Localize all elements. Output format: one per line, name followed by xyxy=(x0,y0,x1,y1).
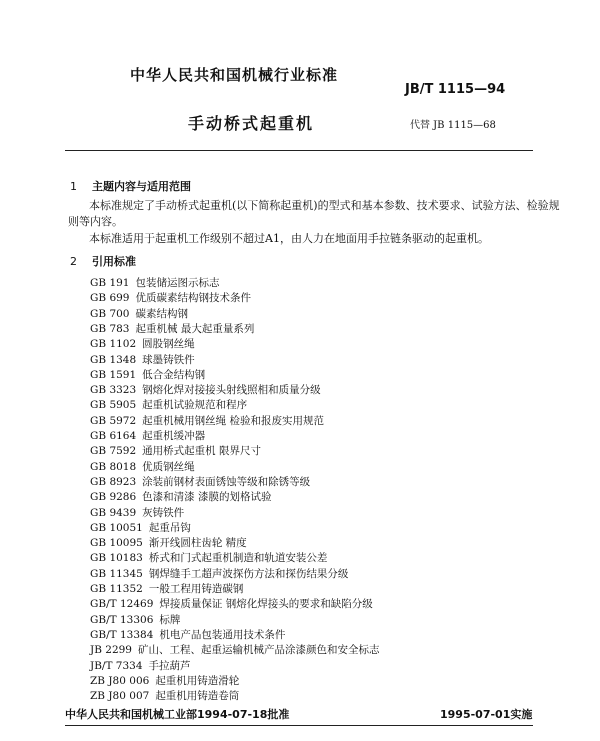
reference-code: GB 10051 xyxy=(90,521,143,534)
reference-title: 灰铸铁件 xyxy=(142,506,185,519)
reference-item xyxy=(90,566,348,581)
reference-item xyxy=(90,459,195,474)
reference-code: ZB J80 007 xyxy=(90,690,150,703)
reference-code: GB 700 xyxy=(90,307,130,320)
reference-item xyxy=(90,336,195,351)
reference-item xyxy=(90,275,219,290)
reference-title: 钢焊缝手工超声波探伤方法和探伤结果分级 xyxy=(148,567,349,580)
reference-item xyxy=(90,550,327,565)
reference-title: 起重机试验规范和程序 xyxy=(142,399,248,412)
reference-code: GB 6164 xyxy=(90,430,137,442)
reference-code: ZB J80 006 xyxy=(90,674,150,687)
reference-item xyxy=(90,535,247,550)
reference-item xyxy=(90,290,251,305)
reference-item xyxy=(90,443,261,458)
reference-title: 色漆和清漆 漆膜的划格试验 xyxy=(142,491,272,504)
reference-title: 矿山、工程、起重运输机械产品涂漆颜色和安全标志 xyxy=(138,644,380,657)
section-1-title: 主题内容与适用范围 xyxy=(92,180,191,193)
section-2-number: 2 xyxy=(70,255,77,268)
reference-item xyxy=(90,505,184,520)
page-title: 手动桥式起重机 xyxy=(188,114,315,133)
reference-title: 起重机械 最大起重量系列 xyxy=(135,322,255,335)
reference-title: 手拉葫芦 xyxy=(148,659,191,672)
section-1-para-1-line-2: 则等内容。 xyxy=(68,215,123,228)
reference-title: 起重机缓冲器 xyxy=(142,430,206,442)
reference-title: 通用桥式起重机 限界尺寸 xyxy=(142,445,262,458)
reference-title: 圆股钢丝绳 xyxy=(142,338,195,351)
reference-item xyxy=(90,673,239,688)
reference-title: 起重机用铸造卷筒 xyxy=(155,690,240,703)
reference-code: GB/T 12469 xyxy=(90,598,154,611)
reference-item xyxy=(90,489,272,504)
reference-title: 碳素结构钢 xyxy=(135,307,188,320)
issuer-heading: 中华人民共和国机械行业标准 xyxy=(130,66,339,84)
reference-item xyxy=(90,397,247,412)
section-2-title: 引用标准 xyxy=(92,255,136,268)
reference-code: GB 10095 xyxy=(90,537,143,550)
reference-title: 机电产品包装通用技术条件 xyxy=(159,628,286,641)
reference-code: GB 8018 xyxy=(90,460,137,473)
approval-line: 中华人民共和国机械工业部1994-07-18批准 xyxy=(65,708,290,721)
reference-title: 低合金结构钢 xyxy=(142,368,206,381)
reference-title: 起重机用铸造滑轮 xyxy=(155,674,240,687)
section-1-para-1-line-1: 本标准规定了手动桥式起重机(以下简称起重机)的型式和基本参数、技术要求、试验方法、检验规 xyxy=(89,199,560,212)
reference-item xyxy=(90,428,205,443)
reference-title: 桥式和门式起重机制造和轨道安装公差 xyxy=(148,552,328,565)
reference-code: GB 191 xyxy=(90,277,130,289)
reference-title: 起重机械用钢丝绳 检验和报废实用规范 xyxy=(142,414,325,427)
reference-code: GB 1102 xyxy=(90,338,137,351)
reference-code: GB 5905 xyxy=(90,399,137,412)
reference-code: GB 7592 xyxy=(90,445,137,458)
reference-item xyxy=(90,352,195,367)
section-2-heading xyxy=(70,253,136,269)
reference-code: GB 1348 xyxy=(90,353,137,366)
reference-item xyxy=(90,627,285,642)
section-1-heading xyxy=(70,178,191,194)
reference-title: 涂装前钢材表面锈蚀等级和除锈等级 xyxy=(142,475,311,488)
section-1-para-2: 本标准适用于起重机工作级别不超过A1，由人力在地面用手拉链条驱动的起重机。 xyxy=(89,232,489,245)
reference-code: GB 11345 xyxy=(90,567,143,580)
reference-code: JB 2299 xyxy=(90,644,132,657)
reference-code: GB 8923 xyxy=(90,475,137,488)
reference-item xyxy=(90,581,243,596)
reference-item xyxy=(90,367,205,382)
reference-title: 球墨铸铁件 xyxy=(142,353,195,366)
reference-item xyxy=(90,306,188,321)
section-1-number: 1 xyxy=(70,180,77,193)
reference-title: 优质钢丝绳 xyxy=(142,460,195,473)
reference-item xyxy=(90,413,324,428)
reference-code: GB 1591 xyxy=(90,368,137,381)
reference-code: GB 3323 xyxy=(90,384,137,397)
footer-divider xyxy=(65,725,533,726)
reference-title: 标牌 xyxy=(159,613,181,626)
replaces-note: 代替 JB 1115—68 xyxy=(410,120,496,131)
effective-date: 1995-07-01实施 xyxy=(440,708,533,721)
reference-title: 钢熔化焊对接接头射线照相和质量分级 xyxy=(142,384,321,397)
reference-title: 包装储运图示标志 xyxy=(135,277,220,289)
standard-number: JB/T 1115—94 xyxy=(405,82,506,97)
reference-title: 起重吊钩 xyxy=(148,521,191,534)
reference-code: GB 9439 xyxy=(90,506,137,519)
reference-item xyxy=(90,688,239,703)
reference-item xyxy=(90,658,191,673)
reference-item xyxy=(90,642,380,657)
reference-item xyxy=(90,596,373,611)
reference-code: GB 9286 xyxy=(90,491,137,504)
reference-code: GB 699 xyxy=(90,292,130,305)
reference-title: 焊接质量保证 钢熔化焊接头的要求和缺陷分级 xyxy=(159,598,373,611)
header-divider xyxy=(65,150,533,151)
reference-item xyxy=(90,382,321,397)
reference-code: GB 5972 xyxy=(90,414,137,427)
reference-item xyxy=(90,612,180,627)
reference-code: GB/T 13384 xyxy=(90,628,154,641)
reference-title: 渐开线圆柱齿轮 精度 xyxy=(148,537,247,550)
reference-code: GB 10183 xyxy=(90,552,143,565)
reference-code: GB 783 xyxy=(90,322,130,335)
reference-item xyxy=(90,321,254,336)
reference-code: GB/T 13306 xyxy=(90,613,154,626)
reference-item xyxy=(90,474,310,489)
reference-code: GB 11352 xyxy=(90,583,143,595)
reference-title: 一般工程用铸造碳钢 xyxy=(148,583,244,595)
reference-title: 优质碳素结构钢技术条件 xyxy=(135,292,251,305)
reference-code: JB/T 7334 xyxy=(90,659,143,672)
reference-item xyxy=(90,520,191,535)
